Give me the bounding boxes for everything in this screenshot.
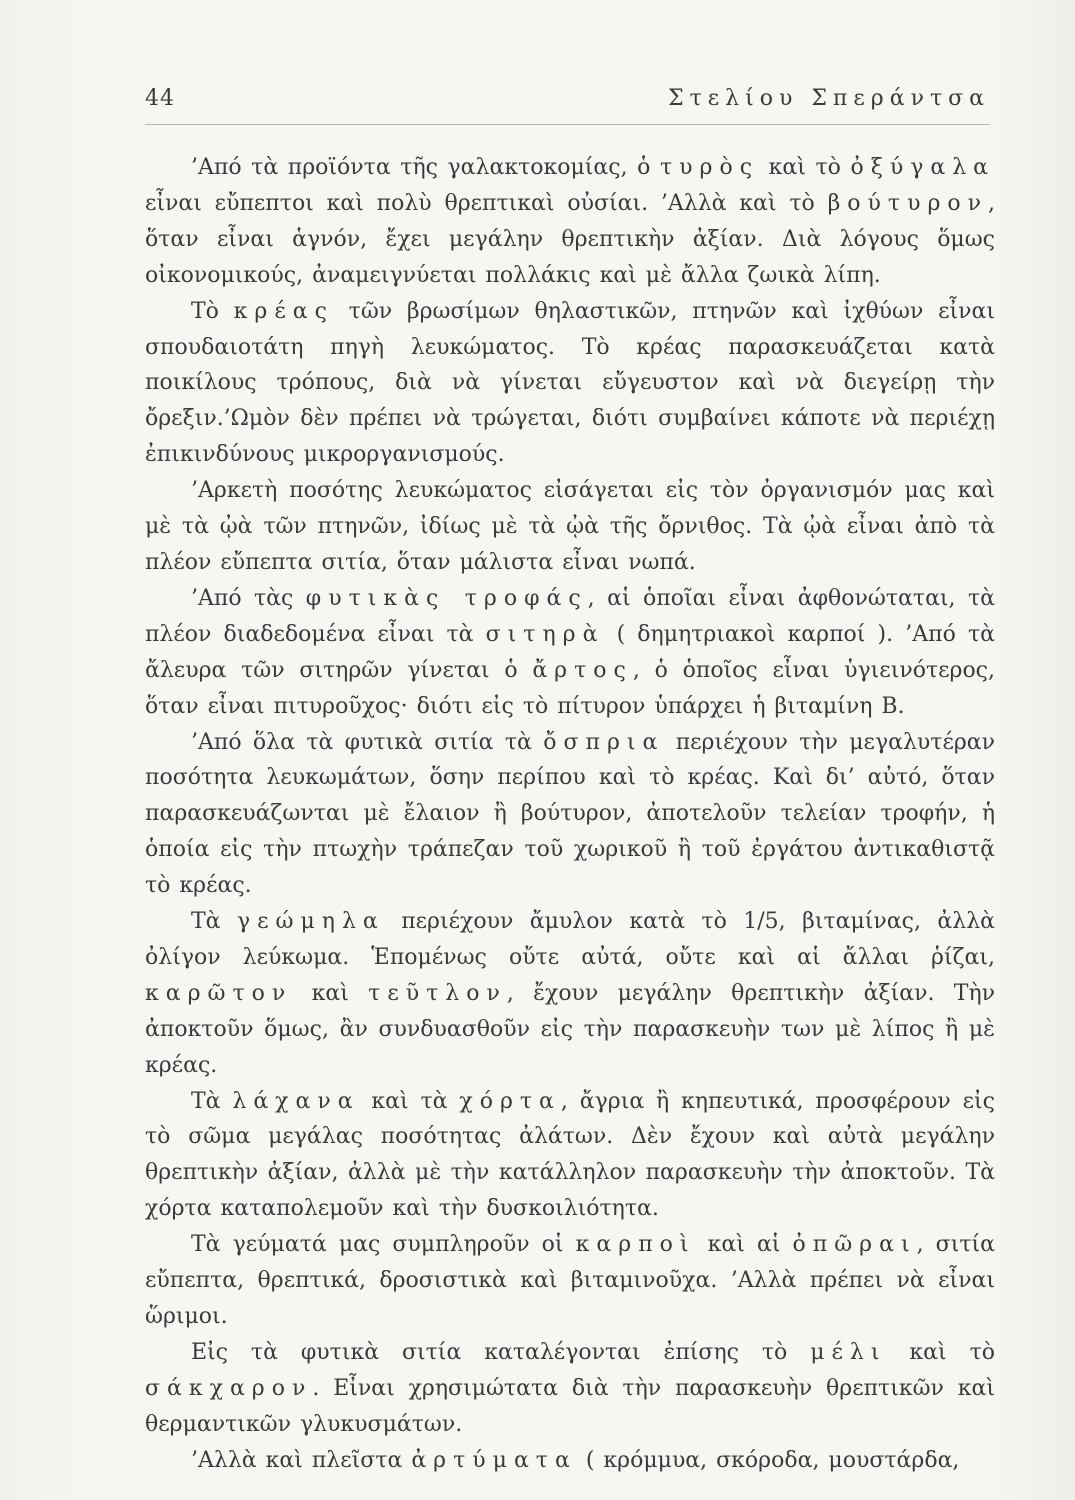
- spaced-term: ἄρτος: [532, 657, 633, 683]
- text-run: , ἄγρια ἢ κηπευτικά, προσφέρουν εἰς τὸ σῶμα μεγάλας ποσότητας ἀλάτων. Δὲν ἔχουν καὶ αὐτὰ μεγάλην θρεπτικὴν ἀξίαν, ἀλλὰ μὲ τὴν κατάλληλον παρασκευὴν τὴν ἀποκτοῦν. Τὰ χόρτα καταπολεμοῦν καὶ τὴν δυσκοιλιότητα.: [145, 1088, 995, 1222]
- text-run: . Εἶναι χρησιμώτατα διὰ τὴν παρασκευὴν θρεπτικῶν καὶ θερμαντικῶν γλυκυσμάτων.: [145, 1375, 995, 1437]
- spaced-term: ἀρτύματα: [411, 1447, 577, 1473]
- text-run: Τὰ γεύματά μας συμπληροῦν οἱ: [191, 1232, 576, 1258]
- paragraph-condiments: [145, 1443, 995, 1479]
- spaced-term: γεώμηλα: [236, 909, 385, 935]
- text-run: καὶ τὰ: [359, 1088, 460, 1114]
- spaced-term: ὄσπρια: [543, 729, 665, 755]
- text-run: Τὰ: [191, 909, 237, 935]
- text-run: , ἔχουν μεγάλην θρεπτικὴν ἀξίαν. Τὴν ἀποκτοῦν ὅμως, ἂν συνδυασθοῦν εἰς τὴν παρασκευὴν των μὲ λίπος ἢ μὲ κρέας.: [145, 980, 995, 1078]
- spaced-term: καρποὶ: [575, 1232, 696, 1258]
- text-run: ( κρόμμυα, σκόροδα, μουστάρδα,: [576, 1447, 960, 1473]
- text-run: , ὁ ὁποῖος εἶναι ὑγιεινότερος, ὅταν εἶναι πιτυροῦχος· διότι εἰς τὸ πίτυρον ὑπάρχει ἡ βιταμίνη Β.: [145, 657, 995, 719]
- text-run: ’Από ὅλα τὰ φυτικὰ σιτία τὰ: [191, 729, 544, 755]
- spaced-term: ὀπῶραι: [792, 1232, 917, 1258]
- text-run: καὶ τὸ: [886, 1339, 996, 1365]
- text-run: Τὸ: [191, 298, 234, 324]
- text-run: καὶ αἱ: [695, 1232, 793, 1258]
- body-text: [145, 150, 995, 1479]
- spaced-term: χόρτα: [459, 1088, 561, 1114]
- text-run: ’Αλλὰ καὶ πλεῖστα: [191, 1447, 412, 1473]
- spaced-term: σάκχαρον: [145, 1375, 313, 1401]
- text-run: ’Από τὰ προϊόντα τῆς γαλακτοκομίας, ὁ: [191, 155, 660, 180]
- text-run: ’Από τὰς: [191, 585, 306, 611]
- text-run: καὶ τὸ: [759, 155, 851, 180]
- text-run: περιέχουν ἄμυλον κατὰ τὸ 1/5, βιταμίνας, ἀλλὰ ὀλίγον λεύκωμα. Ἑπομένως οὔτε αὐτά, οὔτε καὶ αἱ ἄλλαι ῥίζαι,: [145, 909, 995, 970]
- page-header: [145, 82, 990, 122]
- paragraph-eggs: [145, 473, 995, 581]
- paragraph-cereals: [145, 581, 995, 725]
- header-rule: [145, 124, 990, 125]
- spaced-term: βούτυρον: [827, 190, 988, 216]
- spaced-term: ὀξύγαλα: [850, 155, 995, 180]
- paragraph-vegetables: [145, 1084, 995, 1228]
- paragraph-honey-sugar: [145, 1335, 995, 1443]
- paragraph-meat: [145, 294, 995, 474]
- spaced-term: σιτηρὰ: [485, 621, 605, 647]
- page-number: 44: [145, 86, 175, 111]
- spaced-term: λάχανα: [232, 1088, 360, 1114]
- spaced-term: κρέας: [233, 298, 334, 324]
- paragraph-fruits: [145, 1227, 995, 1335]
- text-run: εἶναι εὔπεπτοι καὶ πολὺ θρεπτικαὶ οὐσίαι. ’Αλλὰ καὶ τὸ: [145, 190, 828, 216]
- spaced-term: μέλι: [810, 1339, 887, 1365]
- text-run: , ὅταν εἶναι ἁγνόν, ἔχει μεγάλην θρεπτικὴν ἀξίαν. Διὰ λόγους ὅμως οἰκονομικούς, ἀναμειγνύεται πολλάκις καὶ μὲ ἄλλα ζωικὰ λίπη.: [145, 190, 995, 288]
- spaced-term: τεῦτλον: [368, 980, 507, 1006]
- spaced-term: καρῶτον: [145, 980, 293, 1006]
- text-run: τῶν βρωσίμων θηλαστικῶν, πτηνῶν καὶ ἰχθύων εἶναι σπουδαιοτάτη πηγὴ λευκώματος. Τὸ κρέας παρασκευάζεται κατὰ ποικίλους τρόπους, διὰ νὰ γίνεται εὔγευστον καὶ νὰ διεγείρῃ τὴν ὄρεξιν.’Ωμὸν δὲν πρέπει νὰ τρώγεται, διότι συμβαίνει κάποτε νὰ περιέχῃ ἐπικινδύνους μικροργανισμούς.: [145, 298, 995, 468]
- spaced-term: φυτικὰς τροφάς: [305, 585, 588, 611]
- paragraph-legumes: [145, 725, 995, 905]
- text-run: καὶ: [292, 980, 369, 1006]
- paragraph-dairy: [145, 150, 995, 294]
- paragraph-potatoes: [145, 904, 995, 1084]
- text-run: , αἱ ὁποῖαι εἶναι ἀφθονώταται, τὰ πλέον διαδεδομένα εἶναι τὰ: [145, 585, 995, 647]
- text-run: ( δημητριακοὶ καρποί ). ’Από τὰ ἄλευρα τῶν σιτηρῶν γίνεται ὁ: [145, 621, 996, 683]
- running-head: Στελίου Σπεράντσα: [668, 86, 990, 111]
- text-run: ’Αρκετὴ ποσότης λευκώματος εἰσάγεται εἰς τὸν ὀργανισμόν μας καὶ μὲ τὰ ᾠὰ τῶν πτηνῶν, ἰδίως μὲ τὰ ᾠὰ τῆς ὄρνιθος. Τὰ ᾠὰ εἶναι ἀπὸ τὰ πλέον εὔπεπτα σιτία, ὅταν μάλιστα εἶναι νωπά.: [145, 478, 995, 575]
- text-run: , σιτία εὔπεπτα, θρεπτικά, δροσιστικὰ καὶ βιταμινοῦχα. ’Αλλὰ πρέπει νὰ εἶναι ὥριμοι.: [145, 1232, 995, 1329]
- text-run: Εἰς τὰ φυτικὰ σιτία καταλέγονται ἐπίσης τὸ: [191, 1339, 811, 1365]
- text-run: περιέχουν τὴν μεγαλυτέραν ποσότητα λευκωμάτων, ὅσην περίπου καὶ τὸ κρέας. Καὶ δι’ αὐτό, ὅταν παρασκευάζωνται μὲ ἔλαιον ἢ βούτυρον, ἀποτελοῦν τελείαν τροφήν, ἡ ὁποία εἰς τὴν πτωχὴν τράπεζαν τοῦ χωρικοῦ ἢ τοῦ ἐργάτου ἀντικαθιστᾷ τὸ κρέας.: [145, 729, 995, 899]
- spaced-term: τυρὸς: [660, 155, 760, 180]
- text-run: Τὰ: [191, 1088, 233, 1114]
